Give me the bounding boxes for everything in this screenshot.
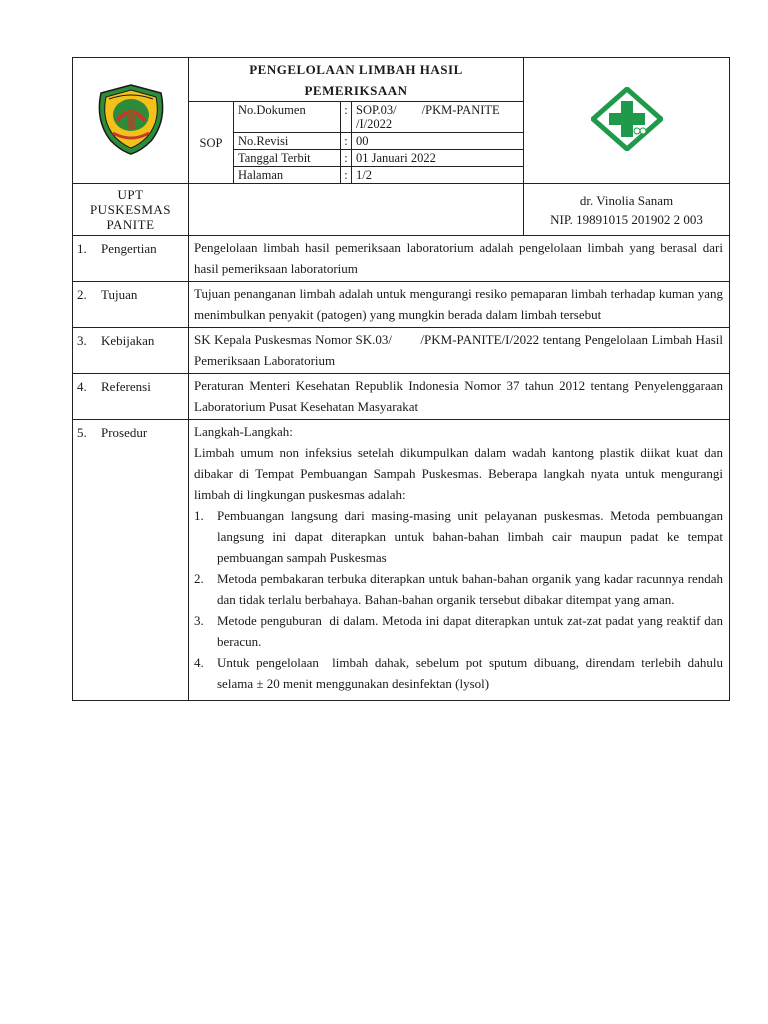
meta-label-no-revisi: No.Revisi xyxy=(234,133,341,150)
section-text: Tujuan penanganan limbah adalah untuk mengurangi resiko pemaparan limbah terhadap kuman yang menimbulkan penyakit (patogen) yang mungkin berada dalam limbah tersebut xyxy=(189,282,730,328)
signer-nip: NIP. 19891015 201902 2 003 xyxy=(550,211,703,227)
title-and-meta-cell xyxy=(189,58,524,184)
meta-value-halaman: 1/2 xyxy=(352,167,524,184)
section-row-kebijakan xyxy=(73,328,730,374)
section-row-pengertian xyxy=(73,236,730,282)
meta-value-no-revisi: 00 xyxy=(352,133,524,150)
org-line-1: UPT xyxy=(117,187,144,202)
procedure-steps xyxy=(194,505,727,694)
meta-colon: : xyxy=(341,167,352,184)
puskesmas-logo-cell xyxy=(524,58,730,184)
meta-colon: : xyxy=(341,150,352,167)
section-text: Pengelolaan limbah hasil pemeriksaan laboratorium adalah pengelolaan limbah yang berasal dari hasil pemeriksaan laboratorium xyxy=(189,236,730,282)
section-label: 5. Prosedur xyxy=(73,420,189,701)
document-meta-table xyxy=(189,101,523,183)
meta-label-tanggal-terbit: Tanggal Terbit xyxy=(234,150,341,167)
procedure-heading: Langkah-Langkah: xyxy=(194,424,293,439)
meta-value-no-dokumen: SOP.03/ /PKM-PANITE /I/2022 xyxy=(352,102,524,133)
section-label: 3. Kebijakan xyxy=(73,328,189,374)
signer-name: dr. Vinolia Sanam xyxy=(579,192,674,208)
puskesmas-cross-logo xyxy=(591,87,663,151)
meta-colon: : xyxy=(341,102,352,133)
signer-cell xyxy=(524,184,730,236)
list-item: 3. Metode penguburan di dalam. Metoda ini dapat diterapkan untuk zat-zat padat yang reaktif dan beracun. xyxy=(194,613,727,649)
meta-colon: : xyxy=(341,133,352,150)
section-label: 1. Pengertian xyxy=(73,236,189,282)
section-row-referensi xyxy=(73,374,730,420)
sop-label: SOP xyxy=(189,102,234,184)
section-row-prosedur xyxy=(73,420,730,701)
procedure-intro: Limbah umum non infeksius setelah dikumpulkan dalam wadah kantong plastik diikat kuat dan dibakar di Tempat Pembuangan Sampah Puskesmas. Beberapa langkah nyata untuk mengurangi limbah di lingkungan puskesmas adalah: xyxy=(194,445,723,502)
meta-value-tanggal-terbit: 01 Januari 2022 xyxy=(352,150,524,167)
section-text: Peraturan Menteri Kesehatan Republik Indonesia Nomor 37 tahun 2012 tentang Penyelenggaraan Laboratorium Pusat Kesehatan Masyarakat xyxy=(189,374,730,420)
title-line-1: PENGELOLAAN LIMBAH HASIL xyxy=(249,62,463,77)
org-line-2: PUSKESMAS xyxy=(89,202,172,217)
regional-crest-cell xyxy=(73,58,189,184)
list-item: 1. Pembuangan langsung dari masing-masing unit pelayanan puskesmas. Metoda pembuangan langsung ini dapat diterapkan untuk bahan-bahan limbah cair maupun padat ke tempat pembuangan sampah Puskesmas xyxy=(194,508,723,565)
section-label: 4. Referensi xyxy=(73,374,189,420)
meta-label-no-dokumen: No.Dokumen xyxy=(234,102,341,133)
list-item: 2. Metoda pembakaran terbuka diterapkan untuk bahan-bahan organik yang kadar racunnya rendah dan tidak terlalu berbahaya. Bahan-bahan organik tersebut dibakar ditempat yang aman. xyxy=(194,571,723,607)
procedure-content xyxy=(189,420,730,701)
organization-cell xyxy=(73,184,189,236)
sop-document xyxy=(72,57,730,701)
meta-label-halaman: Halaman xyxy=(234,167,341,184)
sop-header-table xyxy=(72,57,730,701)
org-line-3: PANITE xyxy=(106,217,155,232)
document-title xyxy=(189,58,523,101)
list-item: 4. Untuk pengelolaan limbah dahak, sebelum pot sputum dibuang, direndam terlebih dahulu selama ± 20 menit menggunakan desinfektan (lysol) xyxy=(194,655,727,691)
section-label: 2. Tujuan xyxy=(73,282,189,328)
regional-crest-logo xyxy=(91,81,171,157)
signature-blank-cell xyxy=(189,184,524,236)
section-text: SK Kepala Puskesmas Nomor SK.03/ /PKM-PANITE/I/2022 tentang Pengelolaan Limbah Hasil Pemeriksaan Laboratorium xyxy=(189,328,730,374)
section-row-tujuan xyxy=(73,282,730,328)
title-line-2: PEMERIKSAAN xyxy=(304,83,408,98)
